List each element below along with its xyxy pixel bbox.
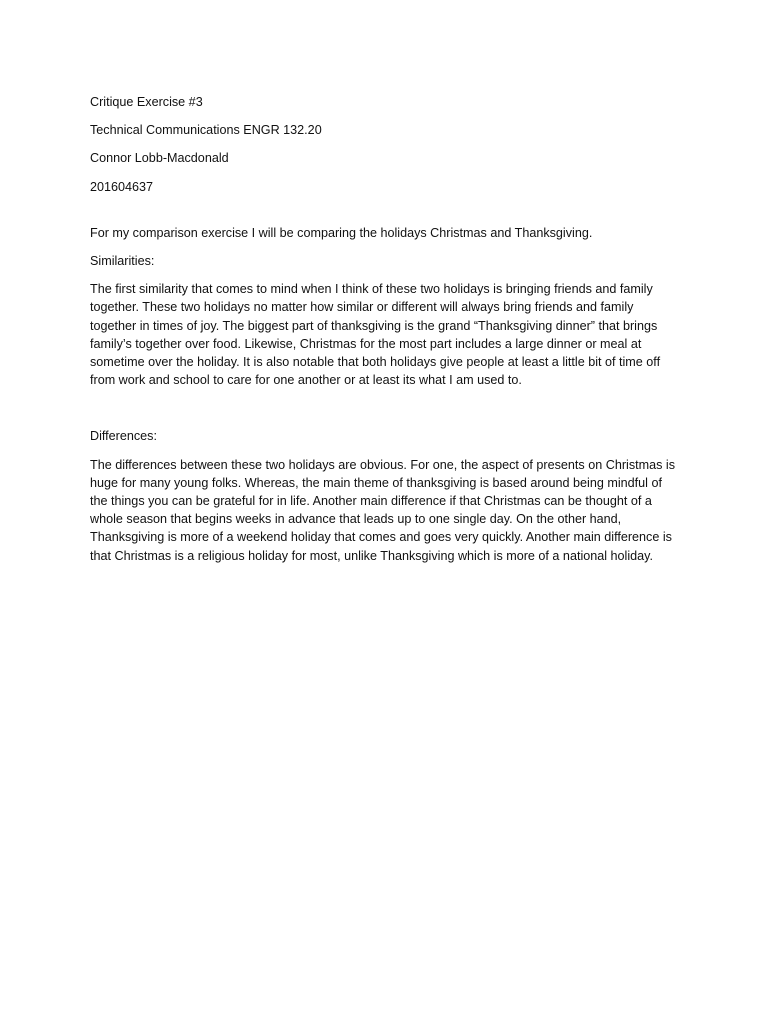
similarities-heading: Similarities:: [90, 254, 155, 269]
similarities-paragraph: The first similarity that comes to mind when I think of these two holidays is bringing friends and family together. These two holidays no matter how similar or different will always bring friends and family together in times of joy. The biggest part of thanksgiving is the grand “Thanksgiving dinner” that brings family’s together over food. Likewise, Christmas for the most part includes a large dinner or meal at sometime over the holiday. It is also notable that both holidays give people at least a little bit of time off from work and school to care for one another or at least its what I am used to.: [90, 282, 661, 388]
student-id: 201604637: [90, 179, 154, 194]
author-name: Connor Lobb-Macdonald: [90, 151, 229, 166]
paragraph-spacer: [90, 399, 680, 427]
intro-paragraph: For my comparison exercise I will be comparing the holidays Christmas and Thanksgiving.: [90, 225, 593, 240]
course-name: Technical Communications ENGR 132.20: [90, 123, 322, 138]
document-body: [90, 93, 680, 575]
document-title: Critique Exercise #3: [90, 95, 203, 109]
differences-heading: Differences:: [90, 429, 157, 444]
differences-paragraph: The differences between these two holidays are obvious. For one, the aspect of presents on Christmas is huge for many young folks. Whereas, the main theme of thanksgiving is based around being mindful of the things you can be grateful for in life. Another main difference if that Christmas can be thought of a whole season that begins weeks in advance that leads up to one single day. On the other hand, Thanksgiving is more of a weekend holiday that comes and goes very quickly. Another main difference is that Christmas is a religious holiday for most, unlike Thanksgiving which is more of a national holiday.: [90, 457, 675, 563]
